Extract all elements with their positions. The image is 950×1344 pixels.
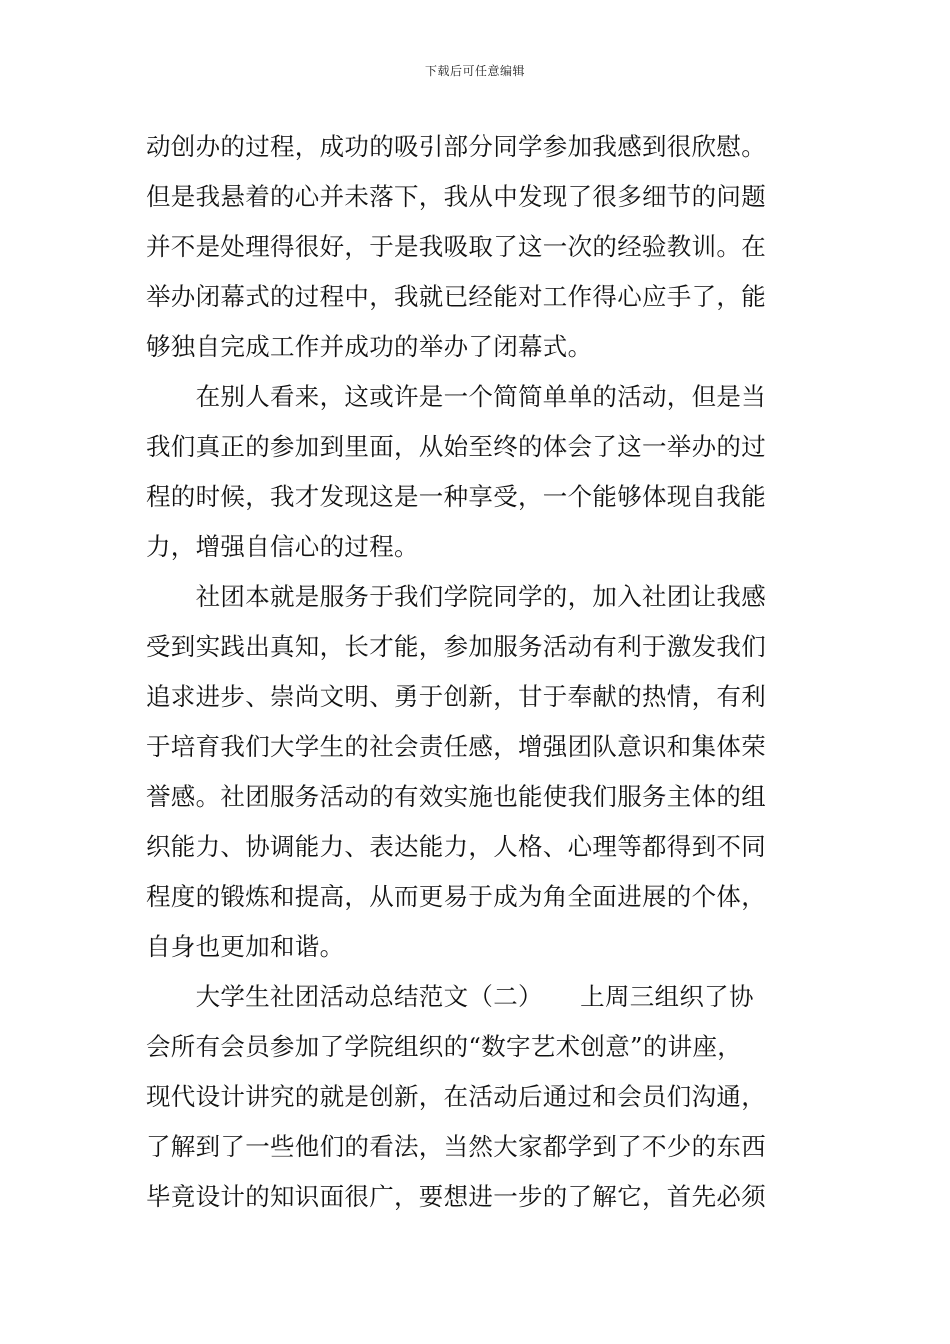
text-line: 了解到了一些他们的看法，当然大家都学到了不少的东西	[146, 1132, 766, 1161]
text-line: 在别人看来，这或许是一个简简单单的活动，但是当	[146, 382, 766, 411]
text-line: 我们真正的参加到里面，从始至终的体会了这一举办的过	[146, 432, 766, 461]
text-line: 现代设计讲究的就是创新，在活动后通过和会员们沟通，	[146, 1082, 766, 1111]
text-line: 并不是处理得很好，于是我吸取了这一次的经验教训。在	[146, 232, 766, 261]
text-line: 誉感。社团服务活动的有效实施也能使我们服务主体的组	[146, 782, 766, 811]
text-line: 大学生社团活动总结范文（二） 上周三组织了协	[146, 982, 754, 1011]
text-line: 力，增强自信心的过程。	[146, 532, 419, 561]
text-line: 织能力、协调能力、表达能力，人格、心理等都得到不同	[146, 832, 766, 861]
text-line: 举办闭幕式的过程中，我就已经能对工作得心应手了，能	[146, 282, 766, 311]
text-line: 够独自完成工作并成功的举办了闭幕式。	[146, 332, 593, 361]
text-line: 追求进步、崇尚文明、勇于创新，甘于奉献的热情，有利	[146, 682, 766, 711]
text-line: 会所有会员参加了学院组织的“数字艺术创意”的讲座，	[146, 1032, 743, 1061]
text-line: 动创办的过程，成功的吸引部分同学参加我感到很欣慰。	[146, 132, 766, 161]
text-line: 受到实践出真知，长才能，参加服务活动有利于激发我们	[146, 632, 766, 661]
text-line: 于培育我们大学生的社会责任感，增强团队意识和集体荣	[146, 732, 766, 761]
text-line: 程的时候，我才发现这是一种享受，一个能够体现自我能	[146, 482, 766, 511]
text-line: 程度的锻炼和提高，从而更易于成为角全面进展的个体，	[146, 882, 766, 911]
text-line: 社团本就是服务于我们学院同学的，加入社团让我感	[146, 582, 766, 611]
body-text	[146, 122, 806, 1222]
text-line: 但是我悬着的心并未落下，我从中发现了很多细节的问题	[146, 182, 766, 211]
text-line: 毕竟设计的知识面很广，要想进一步的了解它，首先必须	[146, 1182, 766, 1211]
text-line: 自身也更加和谐。	[146, 932, 345, 961]
page-header: 下载后可任意编辑	[424, 64, 525, 78]
